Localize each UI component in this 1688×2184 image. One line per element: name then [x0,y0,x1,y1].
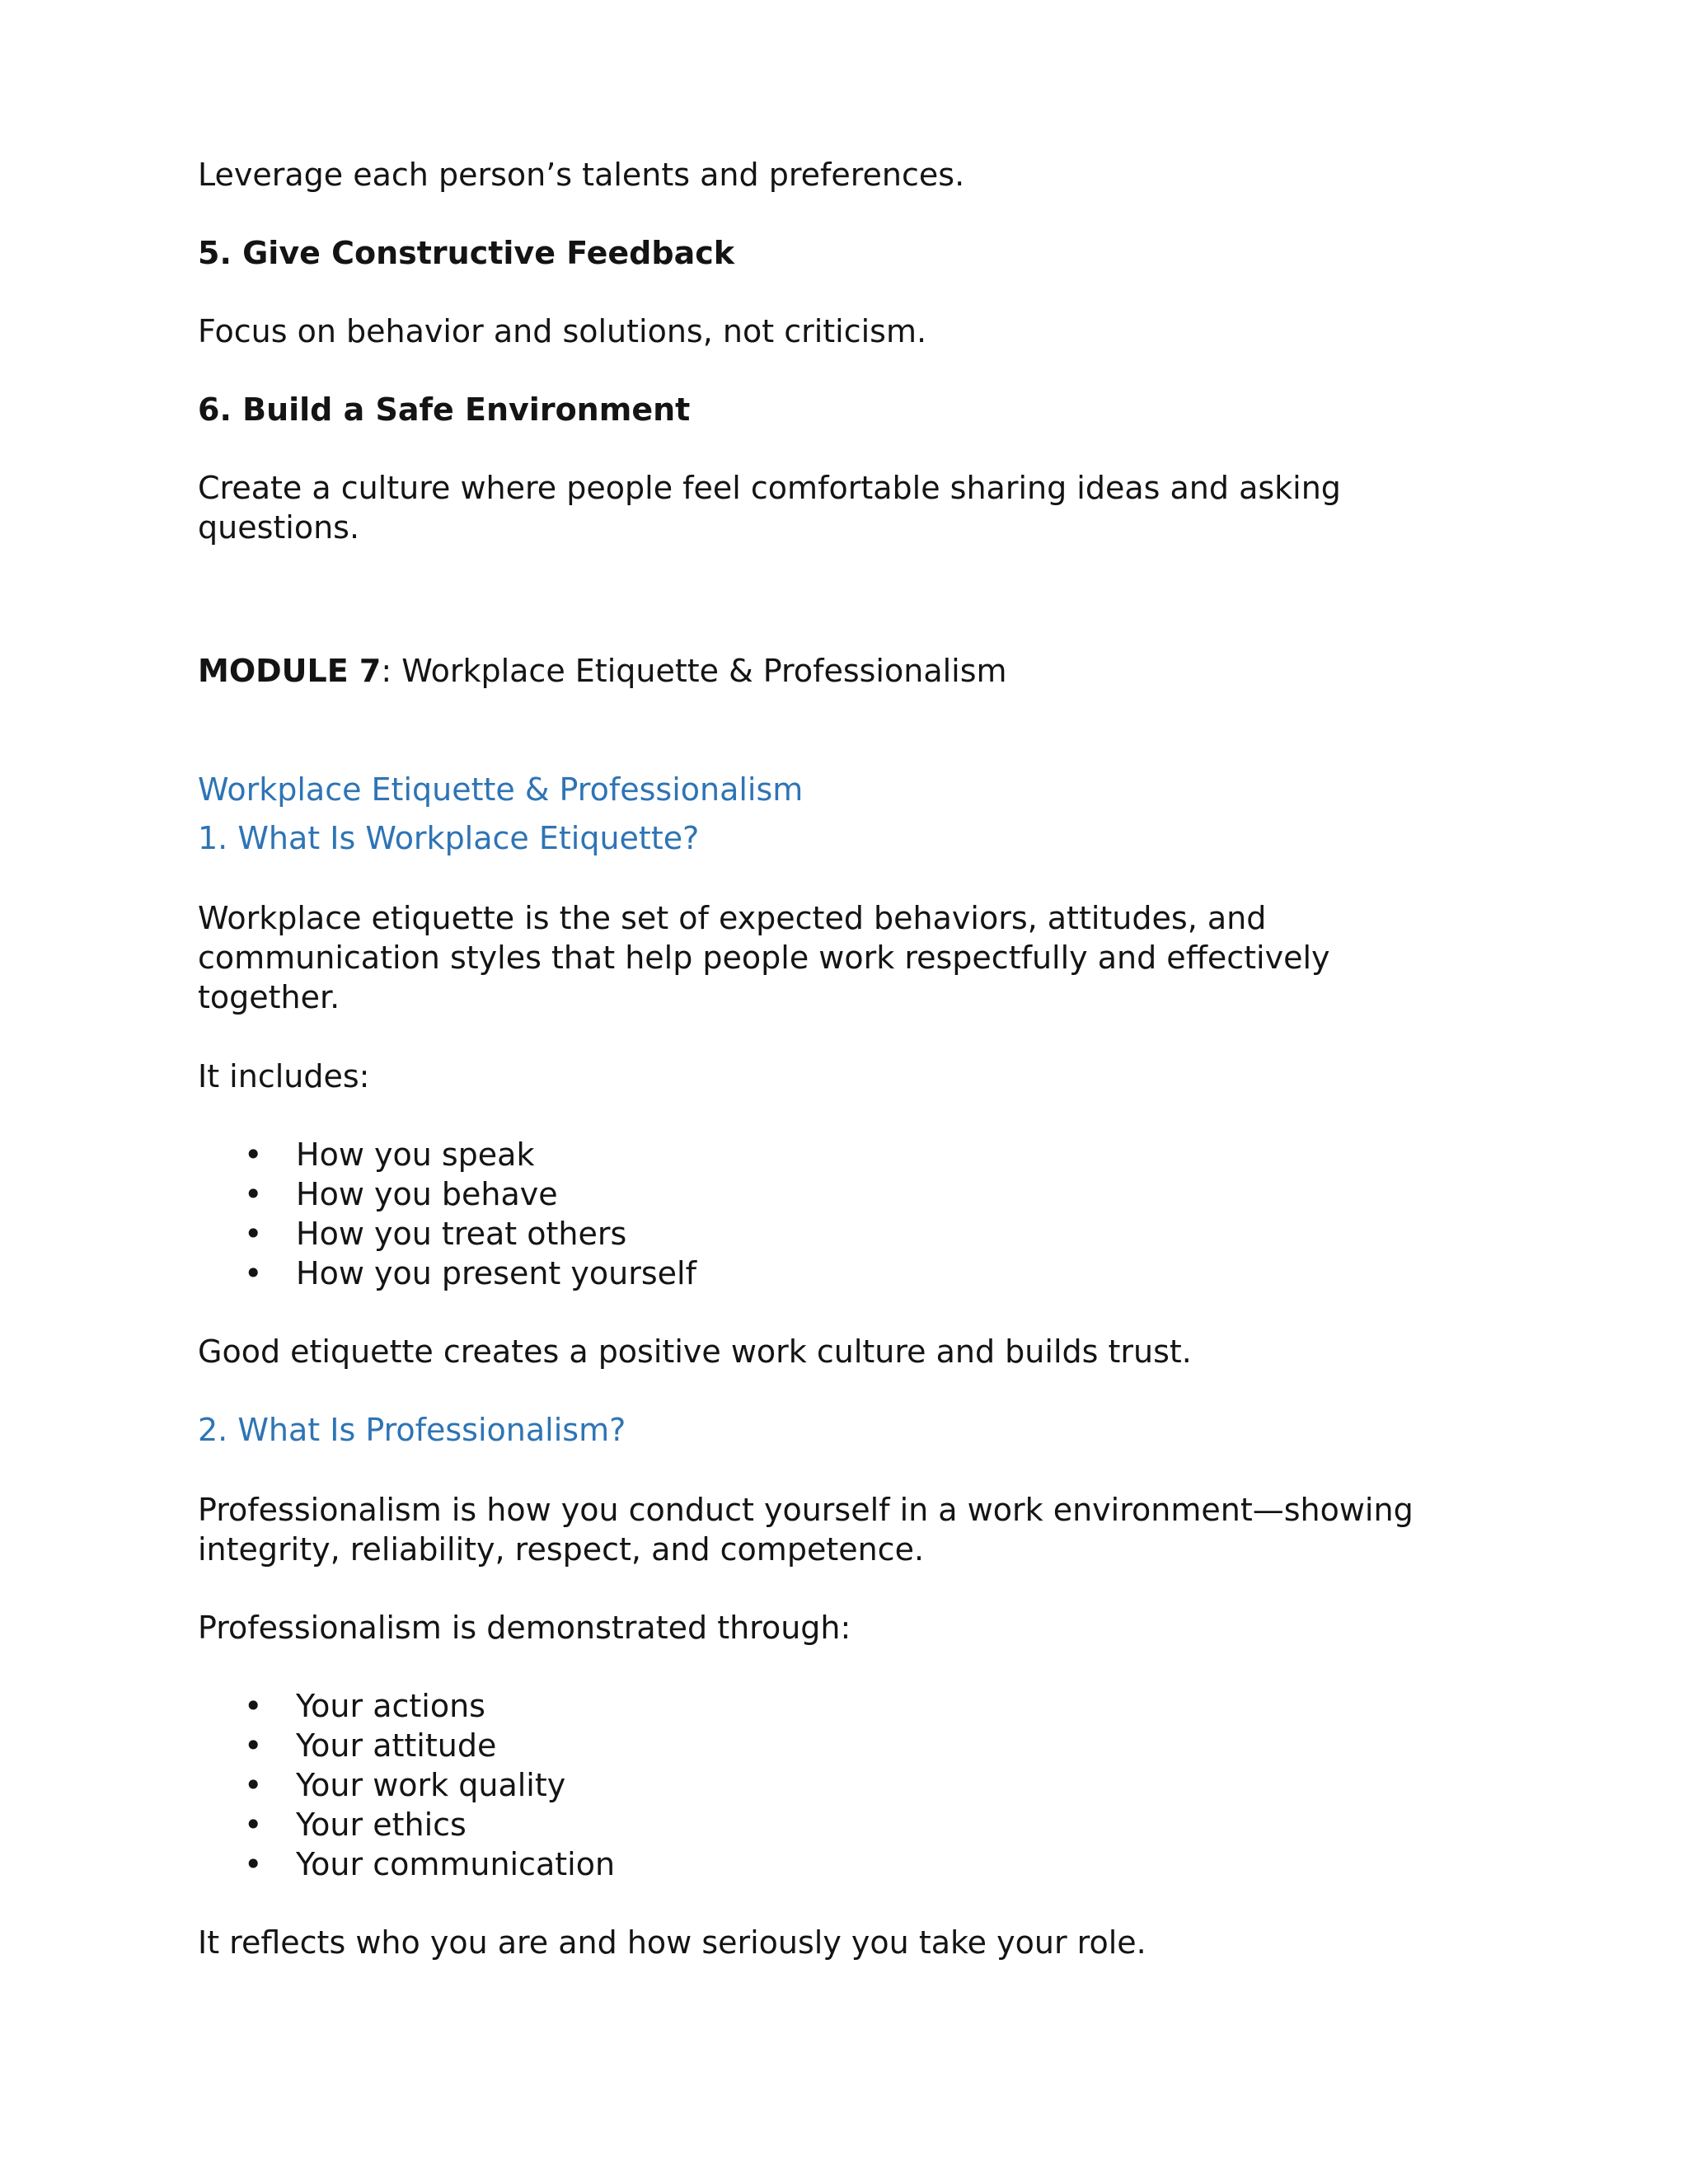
bullet-icon: • [244,1216,263,1252]
intro-line: Leverage each person’s talents and preferences. [198,157,965,193]
bullet-icon: • [244,1807,263,1843]
section-title: Workplace Etiquette & Professionalism [198,771,804,808]
bullet-icon: • [244,1137,263,1173]
tip6-heading: 6. Build a Safe Environment [198,391,691,428]
bullet-icon: • [244,1727,263,1764]
demonstrated-label: Professionalism is demonstrated through: [198,1610,851,1646]
tip5-heading: 5. Give Constructive Feedback [198,235,735,271]
bullet-icon: • [244,1255,263,1291]
bullet-icon: • [244,1846,263,1882]
etiquette-para-line1: Workplace etiquette is the set of expected behaviors, attitudes, and [198,900,1267,936]
tip6-body-line1: Create a culture where people feel comfortable sharing ideas and asking [198,470,1341,506]
list-item-text: How you behave [296,1176,558,1212]
list-item-text: Your actions [296,1688,485,1724]
tip5-body: Focus on behavior and solutions, not criticism. [198,313,927,349]
list-item-text: How you speak [296,1137,535,1173]
professionalism-heading: 2. What Is Professionalism? [198,1412,626,1448]
list-item-text: Your work quality [296,1767,566,1803]
list-item-text: How you treat others [296,1216,627,1252]
etiquette-para-line3: together. [198,979,340,1015]
list-item-text: How you present yourself [296,1255,696,1291]
etiquette-heading: 1. What Is Workplace Etiquette? [198,820,700,856]
list-item-text: Your attitude [296,1727,497,1764]
module-title: : Workplace Etiquette & Professionalism [381,653,1007,689]
professionalism-para-line1: Professionalism is how you conduct yourself in a work environment—showing [198,1492,1414,1528]
bullet-icon: • [244,1688,263,1724]
professionalism-para-line2: integrity, reliability, respect, and competence. [198,1531,925,1568]
etiquette-closing: Good etiquette creates a positive work culture and builds trust. [198,1333,1192,1370]
bullet-icon: • [244,1767,263,1803]
tip6-body-line2: questions. [198,509,360,546]
list-item-text: Your communication [296,1846,616,1882]
list-item-text: Your ethics [296,1807,467,1843]
module-label: MODULE 7 [198,653,382,689]
module-heading [198,651,1007,691]
bullet-icon: • [244,1176,263,1212]
professionalism-closing: It reflects who you are and how seriously you take your role. [198,1924,1146,1961]
includes-label: It includes: [198,1058,370,1094]
etiquette-para-line2: communication styles that help people work respectfully and effectively [198,940,1330,976]
